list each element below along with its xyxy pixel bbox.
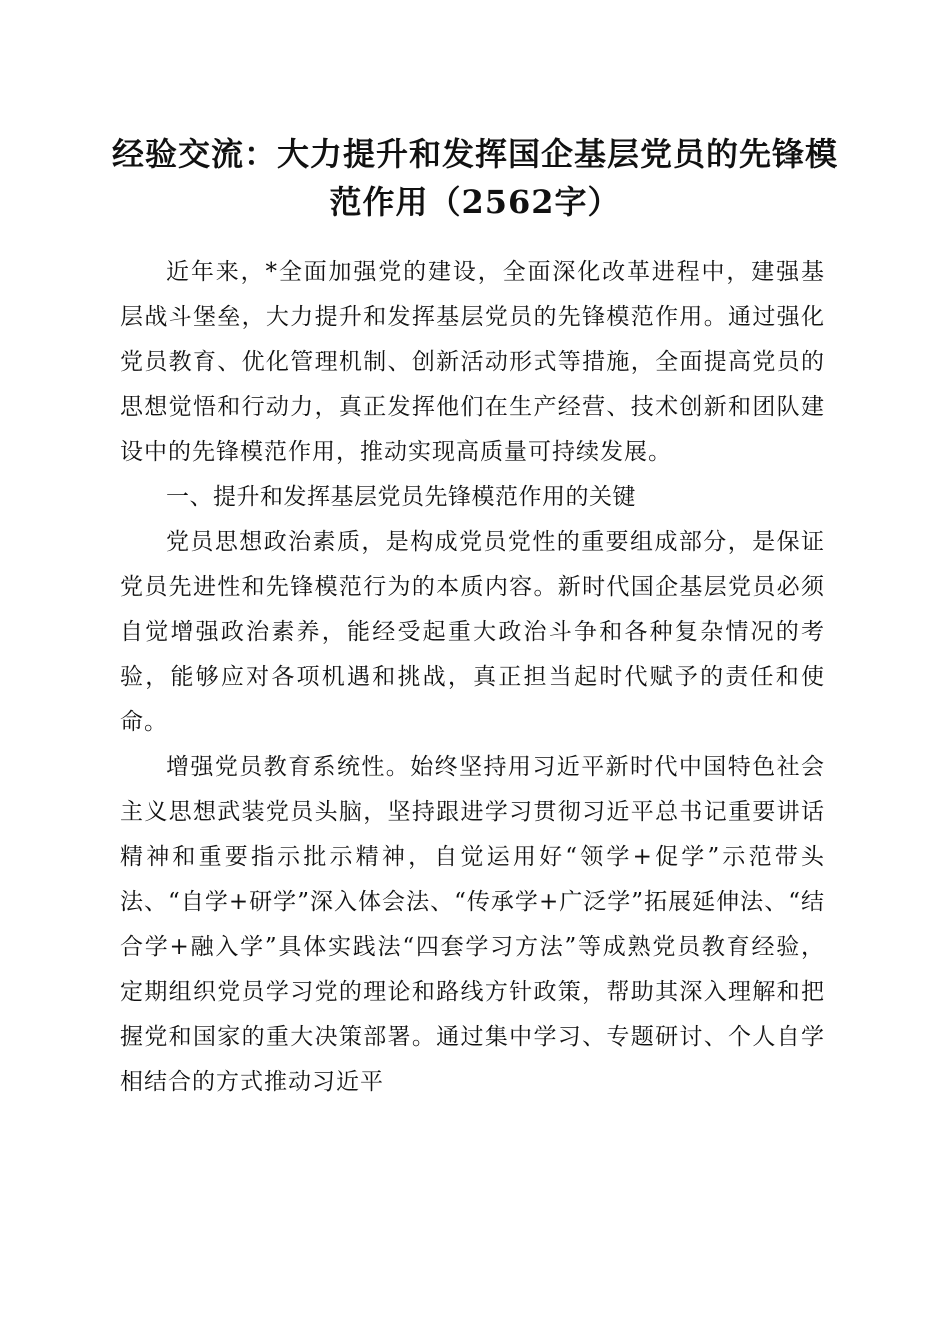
document-body (120, 250, 825, 1105)
body-paragraph-2: 党员思想政治素质，是构成党员党性的重要组成部分，是保证党员先进性和先锋模范行为的本质内容。新时代国企基层党员必须自觉增强政治素养，能经受起重大政治斗争和各种复杂情况的考验，能够应对各项机遇和挑战，真正担当起时代赋予的责任和使命。 (120, 529, 825, 735)
document-title: 经验交流：大力提升和发挥国企基层党员的先锋模范作用（2562字） (111, 135, 838, 221)
body-paragraph-3: 增强党员教育系统性。始终坚持用习近平新时代中国特色社会主义思想武装党员头脑，坚持跟进学习贯彻习近平总书记重要讲话精神和重要指示批示精神，自觉运用好“领学+促学”示范带头法、“自学+研学”深入体会法、“传承学+广泛学”拓展延伸法、“结合学+融入学”具体实践法“四套学习方法”等成熟党员教育经验，定期组织党员学习党的理论和路线方针政策，帮助其深入理解和把握党和国家的重大决策部署。通过集中学习、专题研讨、个人自学相结合的方式推动习近平 (120, 754, 825, 1095)
intro-paragraph: 近年来，*全面加强党的建设，全面深化改革进程中，建强基层战斗堡垒，大力提升和发挥基层党员的先锋模范作用。通过强化党员教育、优化管理机制、创新活动形式等措施，全面提高党员的思想觉悟和行动力，真正发挥他们在生产经营、技术创新和团队建设中的先锋模范作用，推动实现高质量可持续发展。 (120, 259, 825, 465)
section-heading: 一、提升和发挥基层党员先锋模范作用的关键 (166, 484, 636, 510)
